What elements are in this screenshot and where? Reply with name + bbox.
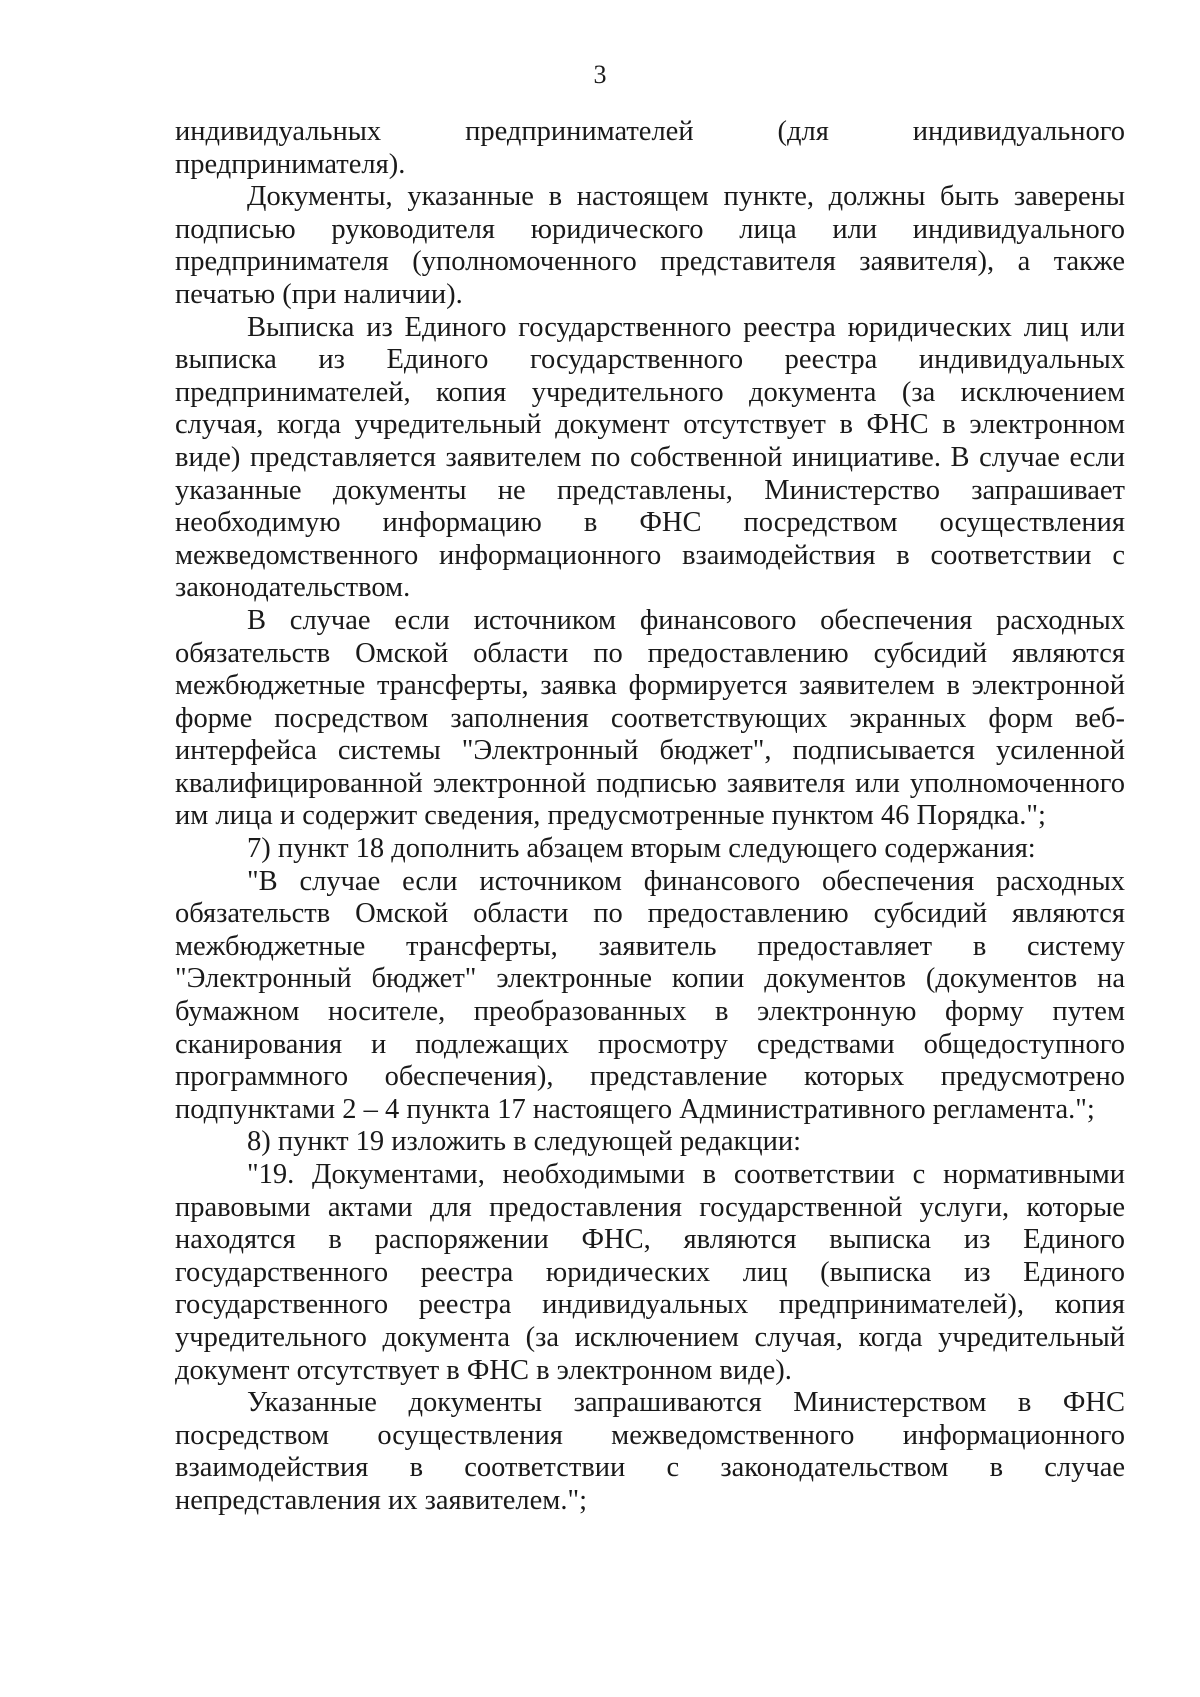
paragraph-4: В случае если источником финансового обеспечения расходных обязательств Омской области по предоставлению субсидий являются межбюджетные трансферты, заявка формируется заявителем в электронной форме посредством заполнения соответствующих экранных форм веб-интерфейса системы "Электронный бюджет", подписывается усиленной квалифицированной электронной подписью заявителя или уполномоченного им лица и содержит сведения, предусмотренные пунктом 46 Порядка."; bbox=[175, 604, 1125, 832]
paragraph-1: индивидуальных предпринимателей (для индивидуального предпринимателя). bbox=[175, 116, 1125, 180]
paragraph-8: "19. Документами, необходимыми в соответствии с нормативными правовыми актами для предоставления государственной услуги, которые находятся в распоряжении ФНС, являются выписка из Единого государственного реестра юридических лиц (выписка из Единого государственного реестра индивидуальных предпринимателей), копия учредительного документа (за исключением случая, когда учредительный документ отсутствует в ФНС в электронном виде). bbox=[175, 1159, 1125, 1386]
paragraph-9: Указанные документы запрашиваются Министерством в ФНС посредством осуществления межведомственного информационного взаимодействия в соответствии с законодательством в случае непредставления их заявителем."; bbox=[175, 1387, 1125, 1516]
paragraph-3: Выписка из Единого государственного реестра юридических лиц или выписка из Единого государственного реестра индивидуальных предпринимателей, копия учредительного документа (за исключением случая, когда учредительный документ отсутствует в ФНС в электронном виде) представляется заявителем по собственной инициативе. В случае если указанные документы не представлены, Министерство запрашивает необходимую информацию в ФНС посредством осуществления межведомственного информационного взаимодействия в соответствии с законодательством. bbox=[175, 311, 1125, 604]
paragraph-6: "В случае если источником финансового обеспечения расходных обязательств Омской области по предоставлению субсидий являются межбюджетные трансферты, заявитель предоставляет в систему "Электронный бюджет" электронные копии документов (документов на бумажном носителе, преобразованных в электронную форму путем сканирования и подлежащих просмотру средствами общедоступного программного обеспечения), представление которых предусмотрено подпунктами 2 – 4 пункта 17 настоящего Административного регламента."; bbox=[175, 865, 1125, 1125]
page-number: 3 bbox=[593, 60, 607, 89]
paragraph-7: 8) пункт 19 изложить в следующей редакции: bbox=[247, 1126, 802, 1158]
paragraph-5: 7) пункт 18 дополнить абзацем вторым следующего содержания: bbox=[247, 833, 1036, 865]
document-body bbox=[175, 116, 1125, 1518]
paragraph-2: Документы, указанные в настоящем пункте, должны быть заверены подписью руководителя юридического лица или индивидуального предпринимателя (уполномоченного представителя заявителя), а также печатью (при наличии). bbox=[175, 181, 1125, 310]
